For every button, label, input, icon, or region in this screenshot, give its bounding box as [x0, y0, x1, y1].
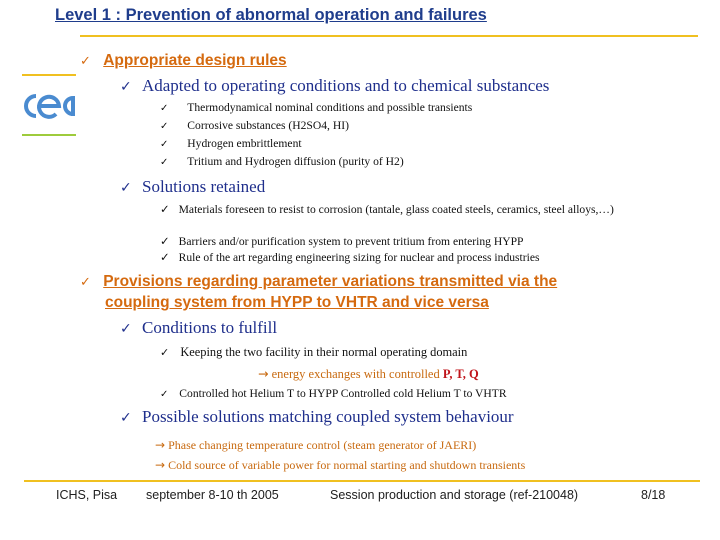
check-icon: ✓	[160, 346, 170, 359]
list-item-text: Tritium and Hydrogen diffusion (purity of H2)	[187, 155, 404, 168]
list-item	[160, 387, 507, 400]
arrow-item-text: energy exchanges with controlled	[271, 367, 440, 381]
list-item-text: Keeping the two facility in their normal operating domain	[180, 345, 468, 359]
section1-sub1-heading	[120, 76, 549, 96]
check-icon: ✓	[160, 389, 169, 400]
section2-sub2-heading	[120, 407, 514, 427]
footer-rule	[24, 480, 700, 482]
section2-heading-line2: coupling system from HYPP to VHTR and vice versa	[105, 294, 489, 311]
section1-sub1-heading-text: Adapted to operating conditions and to chemical substances	[141, 76, 550, 95]
check-icon: ✓	[160, 157, 169, 168]
section1-heading-text: Appropriate design rules	[103, 52, 287, 69]
arrow-item-text: Phase changing temperature control (steam generator of JAERI)	[168, 438, 477, 452]
list-item	[160, 101, 472, 114]
list-item	[146, 250, 540, 264]
list-item	[160, 137, 302, 150]
list-item	[160, 155, 404, 168]
list-item-text: Corrosive substances (H2SO4, HI)	[187, 119, 349, 132]
logo-bottom-line	[22, 134, 76, 136]
check-icon: ✓	[80, 54, 91, 69]
check-icon: ✓	[80, 275, 91, 290]
footer-venue: ICHS, Pisa	[56, 488, 118, 502]
check-icon: ✓	[160, 234, 170, 248]
check-icon: ✓	[160, 202, 170, 216]
footer-date: september 8-10 th 2005	[146, 488, 279, 502]
arrow-right-icon: →	[258, 366, 269, 381]
section2-sub1-heading-text: Conditions to fulfill	[141, 318, 278, 337]
logo-text: cea	[48, 125, 50, 126]
list-item-text: Rule of the art regarding engineering sizing for nuclear and process industries	[178, 251, 540, 264]
check-icon: ✓	[120, 180, 132, 196]
list-item	[146, 202, 666, 217]
section1-sub2-heading	[120, 177, 265, 197]
check-icon: ✓	[120, 410, 132, 426]
slide-title: Level 1 : Prevention of abnormal operation and failures	[55, 6, 487, 24]
arrow-item	[155, 458, 525, 473]
controlled-params: P, T, Q	[442, 367, 479, 381]
list-item-text: Hydrogen embrittlement	[187, 137, 302, 150]
footer-page-number: 8/18	[641, 488, 666, 502]
list-item	[160, 119, 349, 132]
check-icon: ✓	[160, 250, 170, 264]
arrow-item	[155, 438, 476, 453]
cea-logo	[18, 86, 78, 126]
check-icon: ✓	[160, 103, 169, 114]
check-icon: ✓	[160, 121, 169, 132]
section1-sub2-heading-text: Solutions retained	[141, 177, 266, 196]
arrow-item	[258, 366, 479, 382]
logo-top-line	[22, 74, 76, 76]
list-item	[146, 234, 523, 248]
section2-sub1-heading	[120, 318, 277, 338]
section2-sub2-heading-text: Possible solutions matching coupled system behaviour	[141, 407, 514, 426]
list-item-text: Materials foreseen to resist to corrosion (tantale, glass coated steels, ceramics, steel alloys,…)	[178, 203, 614, 216]
list-item-text: Barriers and/or purification system to prevent tritium from entering HYPP	[178, 235, 524, 248]
arrow-right-icon: →	[155, 438, 166, 452]
footer-session: Session production and storage (ref-210048)	[330, 488, 579, 502]
check-icon: ✓	[120, 321, 132, 337]
list-item	[160, 345, 467, 360]
check-icon: ✓	[120, 79, 132, 95]
list-item-text: Thermodynamical nominal conditions and possible transients	[187, 101, 473, 114]
section2-heading-line1: Provisions regarding parameter variations transmitted via the	[103, 273, 558, 290]
check-icon: ✓	[160, 139, 169, 150]
top-rule	[80, 35, 698, 37]
section2-heading	[80, 272, 557, 313]
section1-heading	[80, 52, 287, 70]
arrow-right-icon: →	[155, 458, 166, 472]
arrow-item-text: Cold source of variable power for normal starting and shutdown transients	[168, 458, 526, 472]
list-item-text: Controlled hot Helium T to HYPP Controlled cold Helium T to VHTR	[179, 387, 507, 400]
